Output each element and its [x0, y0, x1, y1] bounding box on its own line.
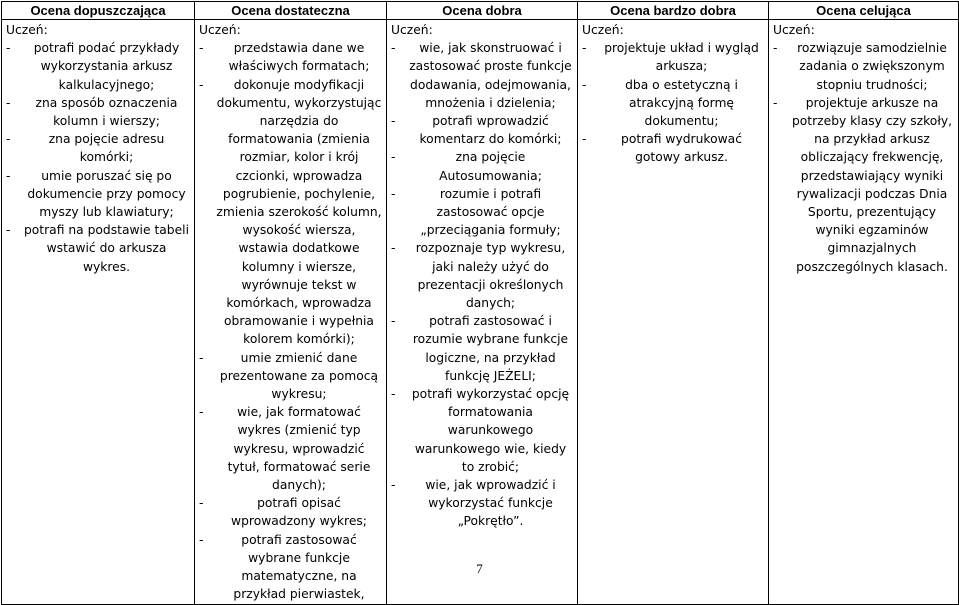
student-label: Uczeń: — [773, 23, 815, 37]
list-item: - umie zmienić dane prezentowane za pomocą wykresu; — [199, 349, 382, 404]
list-item: - projektuje arkusze na potrzeby klasy czy szkoły, na przykład arkusz obliczający frekwencję, przedstawiający wyniki rywalizacji podczas Dnia Sportu, prezentujący wyniki egzaminów gimnazjalnych poszczególnych klasach. — [773, 94, 954, 276]
list-item: - wie, jak formatować wykres (zmienić typ wykresu, wprowadzić tytuł, formatować serie danych); — [199, 403, 382, 494]
criteria-cell-celujaca — [769, 20, 959, 605]
list-item: - potrafi wydrukować gotowy arkusz. — [582, 130, 764, 166]
page-number: 7 — [476, 561, 483, 576]
grading-criteria-table — [1, 1, 959, 605]
criteria-cell-dobra — [387, 20, 578, 605]
table-header-row — [2, 2, 959, 20]
header-ocena-celujaca: Ocena celująca — [769, 2, 959, 20]
list-item: - potrafi wykorzystać opcję formatowania warunkowego warunkowego wie, kiedy to zrobić; — [391, 385, 573, 476]
list-item: - wie, jak wprowadzić i wykorzystać funkcje „Pokrętło”. — [391, 476, 573, 531]
list-item: - dokonuje modyfikacji dokumentu, wykorzystując narzędzia do formatowania (zmienia rozmiar, kolor i krój czcionki, wprowadza pogrubienie, pochylenie, zmienia szerokość kolumn, wysokość wiersza, wstawia dodatkowe kolumny i wiersze, wyrównuje tekst w komórkach, wprowadza obramowanie i wypełnia kolorem komórki); — [199, 76, 382, 349]
list-item: - potrafi podać przykłady wykorzystania arkusz kalkulacyjnego; — [6, 39, 190, 94]
list-item: - rozwiązuje samodzielnie zadania o zwiększonym stopniu trudności; — [773, 39, 954, 94]
list-item: - rozumie i potrafi zastosować opcje „przeciągania formuły; — [391, 185, 573, 240]
criteria-cell-dopuszczajaca — [2, 20, 195, 605]
student-label: Uczeń: — [391, 23, 433, 37]
list-item: - przedstawia dane we właściwych formatach; — [199, 39, 382, 75]
header-ocena-bardzo-dobra: Ocena bardzo dobra — [578, 2, 769, 20]
header-ocena-dopuszczajaca: Ocena dopuszczająca — [2, 2, 195, 20]
student-label: Uczeń: — [582, 23, 624, 37]
list-item: - zna pojęcie adresu komórki; — [6, 130, 190, 166]
student-label: Uczeń: — [6, 23, 48, 37]
list-item: - potrafi zastosować wybrane funkcje matematyczne, na przykład pierwiastek, — [199, 531, 382, 604]
header-ocena-dobra: Ocena dobra — [387, 2, 578, 20]
list-item: - wie, jak skonstruować i zastosować proste funkcje dodawania, odejmowania, mnożenia i dzielenia; — [391, 39, 573, 112]
table-row — [2, 20, 959, 605]
criteria-list — [199, 39, 382, 603]
criteria-cell-bardzo-dobra — [578, 20, 769, 605]
list-item: - umie poruszać się po dokumencie przy pomocy myszy lub klawiatury; — [6, 167, 190, 222]
list-item: - potrafi zastosować i rozumie wybrane funkcje logiczne, na przykład funkcję JEŻELI; — [391, 312, 573, 385]
list-item: - potrafi wprowadzić komentarz do komórki; — [391, 112, 573, 148]
header-ocena-dostateczna: Ocena dostateczna — [195, 2, 387, 20]
list-item: - zna sposób oznaczenia kolumn i wierszy; — [6, 94, 190, 130]
criteria-list — [6, 39, 190, 276]
list-item: - zna pojęcie Autosumowania; — [391, 148, 573, 184]
criteria-list — [773, 39, 954, 276]
student-label: Uczeń: — [199, 23, 241, 37]
list-item: - projektuje układ i wygląd arkusza; — [582, 39, 764, 75]
list-item: - potrafi opisać wprowadzony wykres; — [199, 494, 382, 530]
list-item: - rozpoznaje typ wykresu, jaki należy użyć do prezentacji określonych danych; — [391, 239, 573, 312]
criteria-list — [582, 39, 764, 166]
criteria-cell-dostateczna — [195, 20, 387, 605]
list-item: - dba o estetyczną i atrakcyjną formę dokumentu; — [582, 76, 764, 131]
criteria-list — [391, 39, 573, 530]
list-item: - potrafi na podstawie tabeli wstawić do arkusza wykres. — [6, 221, 190, 276]
